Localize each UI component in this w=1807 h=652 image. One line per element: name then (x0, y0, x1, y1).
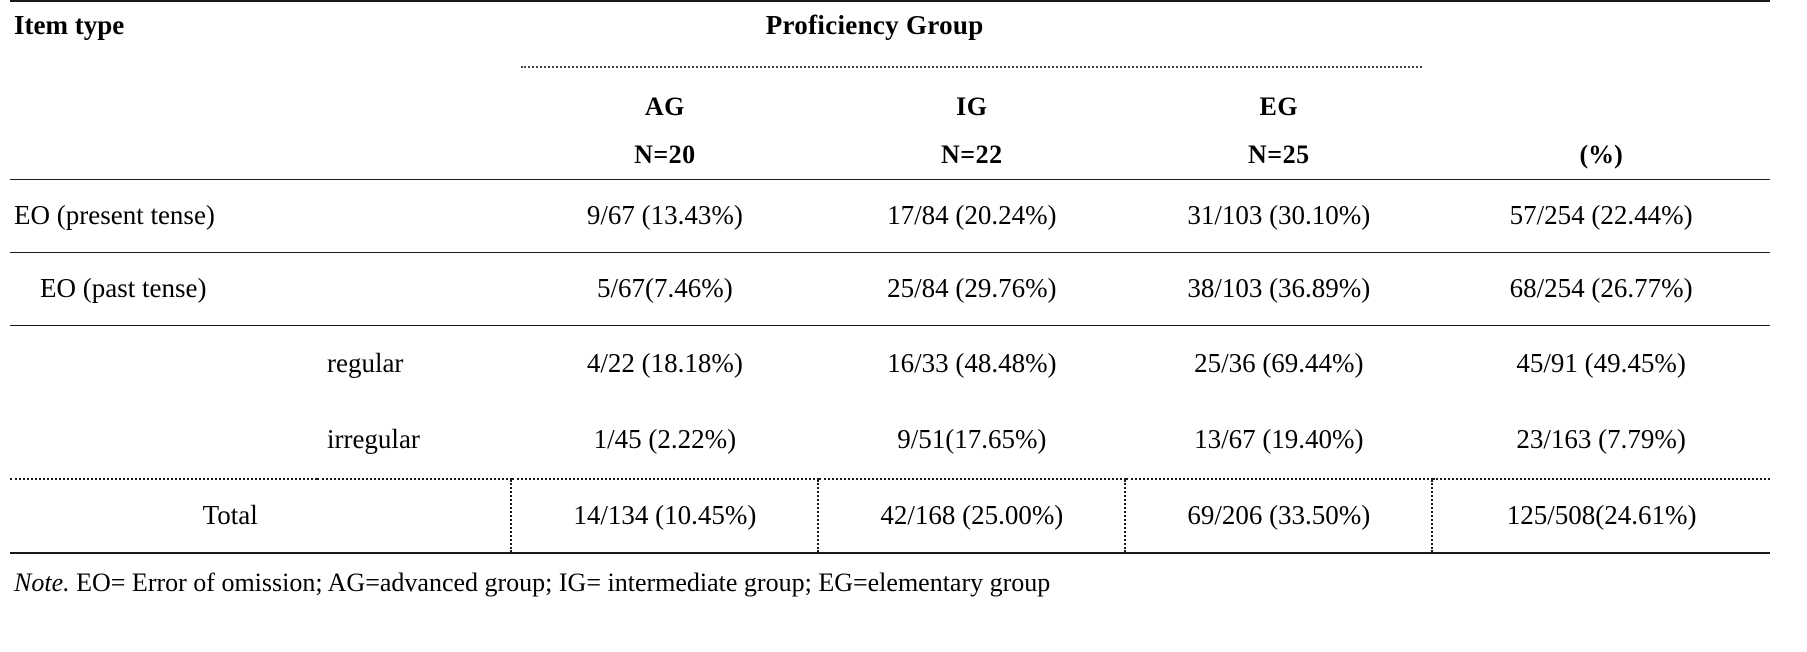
spanner-empty-right (1432, 49, 1770, 83)
spanner-empty-left (10, 49, 317, 83)
cell-eg: 25/36 (69.44%) (1194, 348, 1364, 378)
header-n-ig: N=22 (818, 131, 1125, 179)
total-cell-ag: 14/134 (10.45%) (511, 479, 818, 553)
header-blank-4 (1432, 83, 1770, 131)
header-blank (1432, 1, 1770, 49)
cell-ag: 4/22 (18.18%) (586, 348, 743, 378)
spanner-rule-line (521, 65, 1422, 68)
cell-pct: 45/91 (49.45%) (1516, 348, 1686, 378)
cell-ig: 9/51(17.65%) (818, 402, 1125, 479)
cell-pct: 68/254 (26.77%) (1432, 252, 1770, 325)
header-proficiency-group: Proficiency Group (317, 1, 1432, 49)
table-note (14, 568, 1807, 598)
table-row (10, 402, 1770, 479)
cell-eg: 13/67 (19.40%) (1125, 402, 1432, 479)
cell-pct: 23/163 (7.79%) (1432, 402, 1770, 479)
cell-ig: 25/84 (29.76%) (818, 252, 1125, 325)
spanner-empty-sub (317, 49, 511, 83)
note-prefix: Note. (14, 567, 70, 597)
header-group-ag: AG (644, 92, 685, 121)
header-blank-2 (10, 83, 317, 131)
table-row (10, 252, 1770, 325)
total-cell-pct: 125/508(24.61%) (1432, 479, 1770, 553)
header-blank-5 (10, 131, 317, 179)
header-group-eg: EG (1259, 92, 1299, 121)
table-header-row-3 (10, 131, 1770, 179)
cell-eg: 31/103 (30.10%) (1125, 179, 1432, 252)
row-label-blank-irregular (10, 402, 317, 479)
total-cell-ig: 42/168 (25.00%) (818, 479, 1125, 553)
row-sub-blank-1 (317, 179, 511, 252)
cell-ig: 16/33 (48.48%) (887, 348, 1057, 378)
header-group-ig: IG (956, 92, 988, 121)
header-blank-3 (317, 83, 511, 131)
row-sub-blank-2 (317, 252, 511, 325)
table-spanner-rule-row (10, 49, 1770, 83)
row-label-blank-regular (10, 325, 317, 402)
cell-ag: 9/67 (13.43%) (511, 179, 818, 252)
table-total-row (10, 479, 1770, 553)
header-n-eg: N=25 (1125, 131, 1432, 179)
row-label-eo-present: EO (present tense) (10, 179, 317, 252)
cell-ag: 5/67(7.46%) (511, 252, 818, 325)
table-row (10, 179, 1770, 252)
cell-ig: 17/84 (20.24%) (818, 179, 1125, 252)
row-label-eo-past: EO (past tense) (10, 252, 317, 325)
header-n-ag: N=20 (511, 131, 818, 179)
row-label-total: Total (10, 479, 511, 553)
cell-pct: 57/254 (22.44%) (1432, 179, 1770, 252)
header-blank-6 (317, 131, 511, 179)
table-row (10, 325, 1770, 402)
table-header-row-2 (10, 83, 1770, 131)
row-sub-irregular: irregular (317, 402, 511, 479)
table-header-row-1 (10, 1, 1770, 49)
spanner-rule (511, 49, 1432, 83)
results-table (10, 0, 1770, 554)
cell-ag: 1/45 (2.22%) (511, 402, 818, 479)
total-cell-eg: 69/206 (33.50%) (1125, 479, 1432, 553)
header-percent: (%) (1432, 131, 1770, 179)
note-text: EO= Error of omission; AG=advanced group; IG= intermediate group; EG=elementary group (76, 567, 1051, 597)
row-sub-regular: regular (326, 348, 404, 378)
cell-eg: 38/103 (36.89%) (1125, 252, 1432, 325)
header-item-type: Item type (10, 1, 317, 49)
